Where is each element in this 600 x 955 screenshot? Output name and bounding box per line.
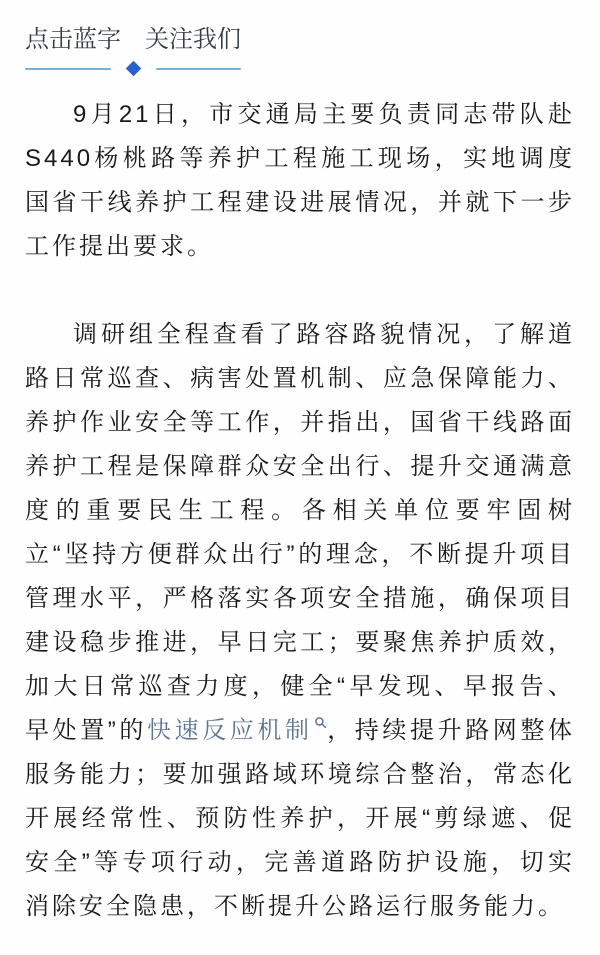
follow-tagline: 点击蓝字 关注我们	[25, 26, 241, 53]
header-divider	[25, 62, 241, 75]
paragraph-2	[25, 313, 575, 929]
paragraph-1-text: 9月21日，市交通局主要负责同志带队赴S440杨桃路等养护工程施工现场，实地调度国省干线养护工程建设进展情况，并就下一步工作提出要求。	[25, 101, 575, 260]
search-icon	[314, 716, 327, 729]
search-term-link[interactable]	[147, 717, 327, 744]
paragraph-1	[25, 93, 575, 269]
search-term-link-label: 快速反应机制	[147, 717, 313, 744]
paragraph-2-text-after-link: ，持续提升路网整体服务能力；要加强路域环境综合整治，常态化开展经常性、预防性养护，开展“剪绿遮、促安全”等专项行动，完善道路防护设施，切实消除安全隐患，不断提升公路运行服务能力。	[25, 717, 576, 920]
paragraph-2-text-before-link: 调研组全程查看了路容路貌情况，了解道路日常巡查、病害处置机制、应急保障能力、养护作业安全等工作，并指出，国省干线路面养护工程是保障群众安全出行、提升交通满意度的重要民生工程。各相关单位要牢固树立“坚持方便群众出行”的理念，不断提升项目管理水平，严格落实各项安全措施，确保项目建设稳步推进，早日完工；要聚焦养护质效，加大日常巡查力度，健全“早发现、早报告、早处置”的	[25, 321, 575, 744]
diamond-icon	[125, 61, 141, 77]
divider-line-right	[156, 68, 242, 70]
article-body	[25, 93, 575, 929]
divider-line-left	[25, 68, 111, 70]
